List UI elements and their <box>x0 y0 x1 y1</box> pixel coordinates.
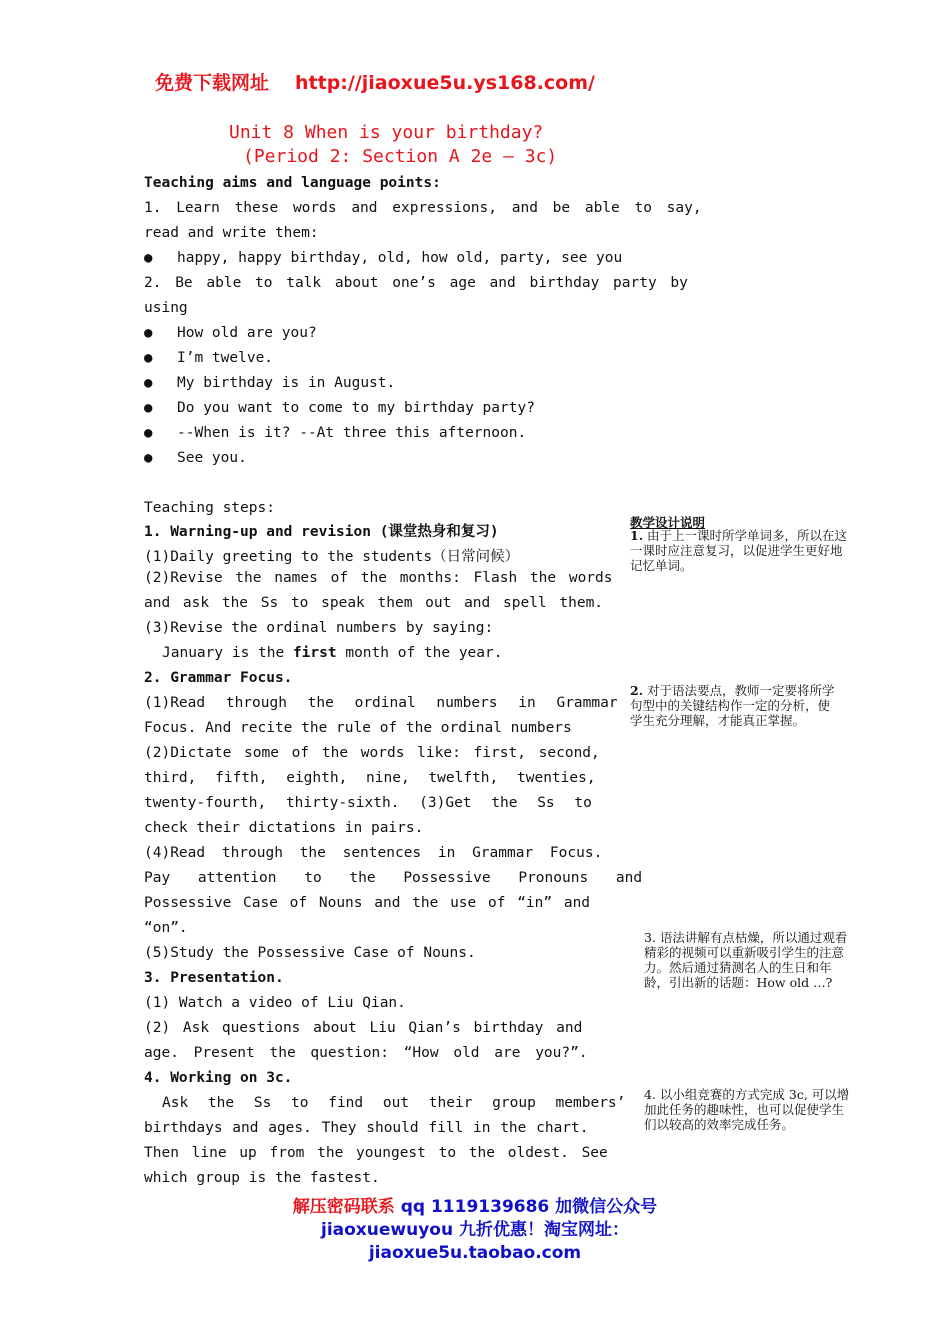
step3-item2-a: (2) Ask questions about Liu Qian’s birthday and <box>144 1020 583 1036</box>
step4-line-b: birthdays and ages. They should fill in the chart. <box>144 1120 589 1136</box>
aims-item1-a <box>144 200 702 216</box>
bullet-icon: ● <box>144 375 153 391</box>
footer-qq: qq 1119139686 加微信公众号 <box>394 1197 658 1217</box>
step3-item1: (1) Watch a video of Liu Qian. <box>144 995 406 1011</box>
step2-item4-a: (4)Read through the sentences in Grammar Focus. <box>144 845 603 861</box>
aims-item1-b: read and write them: <box>144 225 319 241</box>
step1-title: 1. Warning-up and revision (课堂热身和复习) <box>144 524 499 540</box>
aims-words: happy, happy birthday, old, how old, party, see you <box>177 250 623 266</box>
footer-line-1 <box>0 1196 950 1219</box>
bullet-icon: ● <box>144 425 153 441</box>
aims-heading: Teaching aims and language points: <box>144 175 441 191</box>
step1-example-first: first <box>292 645 337 661</box>
note-1 <box>630 528 848 573</box>
note-3: 3. 语法讲解有点枯燥，所以通过观看精彩的视频可以重新吸引学生的注意力。然后通过猜测名人的生日和年龄，引出新的话题：How old …? <box>644 930 848 990</box>
bullet-icon: ● <box>144 350 153 366</box>
step2-item4-c: Possessive Case of Nouns and the use of “in” and <box>144 895 591 911</box>
step2-item2-b: third, fifth, eighth, nine, twelfth, twenties, <box>144 770 596 786</box>
download-label: 免费下载网址 <box>155 72 270 94</box>
aims-item1-a-text: 1. Learn these words and expressions, and be able to say, <box>144 200 702 216</box>
step2-item2-a: (2)Dictate some of the words like: first, second, <box>144 745 600 761</box>
aims-item2-a: 2. Be able to talk about one’s age and birthday party by <box>144 275 688 291</box>
aims-bullet-6: See you. <box>177 450 247 466</box>
step1-item1: (1)Daily greeting to the students（日常问候） <box>144 549 520 565</box>
step4-line-d: which group is the fastest. <box>144 1170 380 1186</box>
bullet-icon: ● <box>144 400 153 416</box>
bullet-icon: ● <box>144 250 153 266</box>
step2-item4-d: “on”. <box>144 920 188 936</box>
note-1-number: 1. <box>630 528 644 543</box>
step1-item2-b: and ask the Ss to speak them out and spell them. <box>144 595 604 611</box>
notes-heading: 教学设计说明 <box>630 515 706 530</box>
step1-item2-a: (2)Revise the names of the months: Flash the words <box>144 570 613 586</box>
step4-line-c: Then line up from the youngest to the oldest. See <box>144 1145 608 1161</box>
note-2-number: 2. <box>630 683 644 698</box>
footer-password-label: 解压密码联系 <box>292 1197 395 1217</box>
note-2-text: 对于语法要点，教师一定要将所学句型中的关键结构作一定的分析，使学生充分理解，才能真正掌握。 <box>630 683 835 728</box>
step2-item2-d: check their dictations in pairs. <box>144 820 424 836</box>
aims-item2-b: using <box>144 300 188 316</box>
footer-line-2: jiaoxuewuyou 九折优惠！淘宝网址： <box>321 1220 629 1240</box>
step2-title: 2. Grammar Focus. <box>144 670 293 686</box>
download-header <box>155 68 595 95</box>
aims-bullet-4: Do you want to come to my birthday party? <box>177 400 535 416</box>
step2-item4-b: Pay attention to the Possessive Pronouns and <box>144 870 643 886</box>
aims-bullet-3: My birthday is in August. <box>177 375 396 391</box>
step1-item3: (3)Revise the ordinal numbers by saying: <box>144 620 494 636</box>
step3-title: 3. Presentation. <box>144 970 284 986</box>
step2-item2-c: twenty-fourth, thirty-sixth. (3)Get the Ss to <box>144 795 592 811</box>
step4-title: 4. Working on 3c. <box>144 1070 293 1086</box>
bullet-icon: ● <box>144 450 153 466</box>
footer-taobao-link[interactable]: jiaoxue5u.taobao.com <box>368 1243 582 1263</box>
aims-bullet-2: I’m twelve. <box>177 350 274 366</box>
download-url-link[interactable]: http://jiaoxue5u.ys168.com/ <box>295 72 595 94</box>
period-title: (Period 2: Section A 2e – 3c) <box>243 146 558 167</box>
aims-bullet-5: --When is it? --At three this afternoon. <box>177 425 527 441</box>
step2-item1-a: (1)Read through the ordinal numbers in Grammar <box>144 695 618 711</box>
unit-title: Unit 8 When is your birthday? <box>229 122 544 143</box>
note-4: 4. 以小组竞赛的方式完成 3c, 可以增加此任务的趣味性，也可以促使学生们以较高的效率完成任务。 <box>644 1087 850 1132</box>
note-2 <box>630 683 840 728</box>
note-1-text: 由于上一课时所学单词多，所以在这一课时应注意复习，以促进学生更好地记忆单词。 <box>630 528 848 573</box>
step1-example <box>162 645 502 661</box>
step1-example-c: month of the year. <box>336 645 503 661</box>
step3-item2-b: age. Present the question: “How old are you?”. <box>144 1045 588 1061</box>
step1-example-a: January is the <box>162 645 293 661</box>
bullet-icon: ● <box>144 325 153 341</box>
step4-line-a: Ask the Ss to find out their group members’ <box>162 1095 626 1111</box>
step2-item5: (5)Study the Possessive Case of Nouns. <box>144 945 476 961</box>
aims-bullet-1: How old are you? <box>177 325 317 341</box>
steps-heading: Teaching steps: <box>144 500 275 516</box>
step2-item1-b: Focus. And recite the rule of the ordinal numbers <box>144 720 572 736</box>
